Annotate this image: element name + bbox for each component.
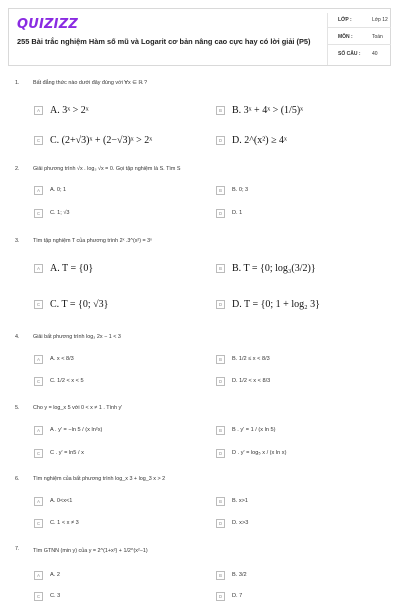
option-text: B. 3/2 xyxy=(232,572,247,578)
meta-row-subject xyxy=(327,28,391,45)
option-letter-box: A xyxy=(34,497,43,506)
option-text: C. 1/2 < x < 5 xyxy=(50,378,84,384)
option-letter-box: D xyxy=(216,300,225,309)
option-text: D. 2^(x²) ≥ 4ˣ xyxy=(232,135,287,146)
document-header xyxy=(8,8,391,66)
option-text: D. 1/2 < x < 8/3 xyxy=(232,378,271,384)
question-text: Cho y = log_x 5 với 0 < x ≠ 1 . Tính y' xyxy=(33,405,123,411)
question-number: 1. xyxy=(15,80,20,86)
option-text: D. 1 xyxy=(232,210,243,216)
option-text: C . y' = ln5 / x xyxy=(50,450,84,456)
option-letter-box: C xyxy=(34,592,43,601)
option-text: B . y' = 1 / (x ln 5) xyxy=(232,427,276,433)
option-text: D . y' = log₅ x / (x ln x) xyxy=(232,450,287,456)
option-text: A. 0<x<1 xyxy=(50,498,73,504)
option-letter-box: B xyxy=(216,106,225,115)
option-letter-box: C xyxy=(34,209,43,218)
option-letter-box: D xyxy=(216,592,225,601)
question-number: 5. xyxy=(15,405,20,411)
option-letter-box: A xyxy=(34,355,43,364)
option-text: D. 7 xyxy=(232,593,243,599)
option-letter-box: B xyxy=(216,355,225,364)
question-text: Tìm tập nghiệm T của phương trình 2ˣ .3^(x²) = 3ˣ xyxy=(33,238,152,244)
option-text: B. T = {0; log₃(3/2)} xyxy=(232,263,316,274)
meta-value: Toán xyxy=(372,34,383,40)
meta-row-class xyxy=(327,11,391,28)
option-text: A. T = {0} xyxy=(50,263,94,274)
option-text: C. 3 xyxy=(50,593,61,599)
option-letter-box: A xyxy=(34,106,43,115)
option-letter-box: A xyxy=(34,426,43,435)
option-text: D. x>3 xyxy=(232,520,249,526)
meta-label: LỚP : xyxy=(338,17,352,23)
meta-value: Lớp 12 xyxy=(372,17,388,23)
option-letter-box: A xyxy=(34,186,43,195)
option-text: B. x>1 xyxy=(232,498,249,504)
question-number: 4. xyxy=(15,334,20,340)
option-text: A. x < 8/3 xyxy=(50,356,74,362)
meta-table xyxy=(327,11,391,61)
option-text: B. 1/2 ≤ x < 8/3 xyxy=(232,356,270,362)
option-letter-box: B xyxy=(216,426,225,435)
option-letter-box: C xyxy=(34,300,43,309)
option-letter-box: D xyxy=(216,209,225,218)
option-letter-box: B xyxy=(216,571,225,580)
question-text: Tìm nghiệm của bất phương trình log_x 3 + log_3 x > 2 xyxy=(33,476,166,482)
option-text: D. T = {0; 1 + log₂ 3} xyxy=(232,299,320,310)
option-text: C. T = {0; √3} xyxy=(50,299,109,310)
option-letter-box: B xyxy=(216,186,225,195)
question-number: 7. xyxy=(15,546,20,552)
option-letter-box: D xyxy=(216,377,225,386)
question-number: 3. xyxy=(15,238,20,244)
option-letter-box: C xyxy=(34,136,43,145)
option-letter-box: B xyxy=(216,497,225,506)
option-text: A. 0; 1 xyxy=(50,187,67,193)
option-text: C. 1 < x ≠ 3 xyxy=(50,520,79,526)
question-text: Giải bất phương trình log₃ 2x − 1 < 3 xyxy=(33,334,121,340)
option-text: C. 1; √3 xyxy=(50,210,70,216)
meta-label: MÔN : xyxy=(338,34,353,40)
option-text: A. 2 xyxy=(50,572,60,578)
option-letter-box: B xyxy=(216,264,225,273)
option-letter-box: D xyxy=(216,449,225,458)
question-text: Bất đẳng thức nào dưới đây đúng với ∀x ∈ ℝ ? xyxy=(33,80,148,86)
option-text: A . y' = −ln 5 / (x ln²x) xyxy=(50,427,103,433)
meta-row-count xyxy=(327,45,391,61)
option-letter-box: A xyxy=(34,264,43,273)
question-number: 6. xyxy=(15,476,20,482)
option-letter-box: A xyxy=(34,571,43,580)
question-text: Giải phương trình √x . log₃ √x = 0. Gọi tập nghiệm là S. Tìm S xyxy=(33,166,181,172)
option-letter-box: C xyxy=(34,519,43,528)
option-letter-box: C xyxy=(34,449,43,458)
meta-value: 40 xyxy=(372,51,378,57)
option-text: C. (2+√3)ˣ + (2−√3)ˣ > 2ˣ xyxy=(50,135,153,146)
question-number: 2. xyxy=(15,166,20,172)
meta-label: SỐ CÂU : xyxy=(338,51,361,57)
option-letter-box: C xyxy=(34,377,43,386)
option-text: A. 3ˣ > 2ˣ xyxy=(50,105,89,116)
question-text: Tìm GTNN (min y) của y = 2^(1+x²) + 1/2^(x²−1) xyxy=(33,548,148,554)
option-text: B. 0; 3 xyxy=(232,187,249,193)
option-letter-box: D xyxy=(216,519,225,528)
option-text: B. 3ˣ + 4ˣ > (1/5)ˣ xyxy=(232,105,304,116)
quizizz-logo: QUIZIZZ xyxy=(17,17,78,32)
page-title: 255 Bài trắc nghiệm Hàm số mũ và Logarit cơ bản nâng cao cực hay có lời giải (P5) xyxy=(17,37,311,46)
option-letter-box: D xyxy=(216,136,225,145)
